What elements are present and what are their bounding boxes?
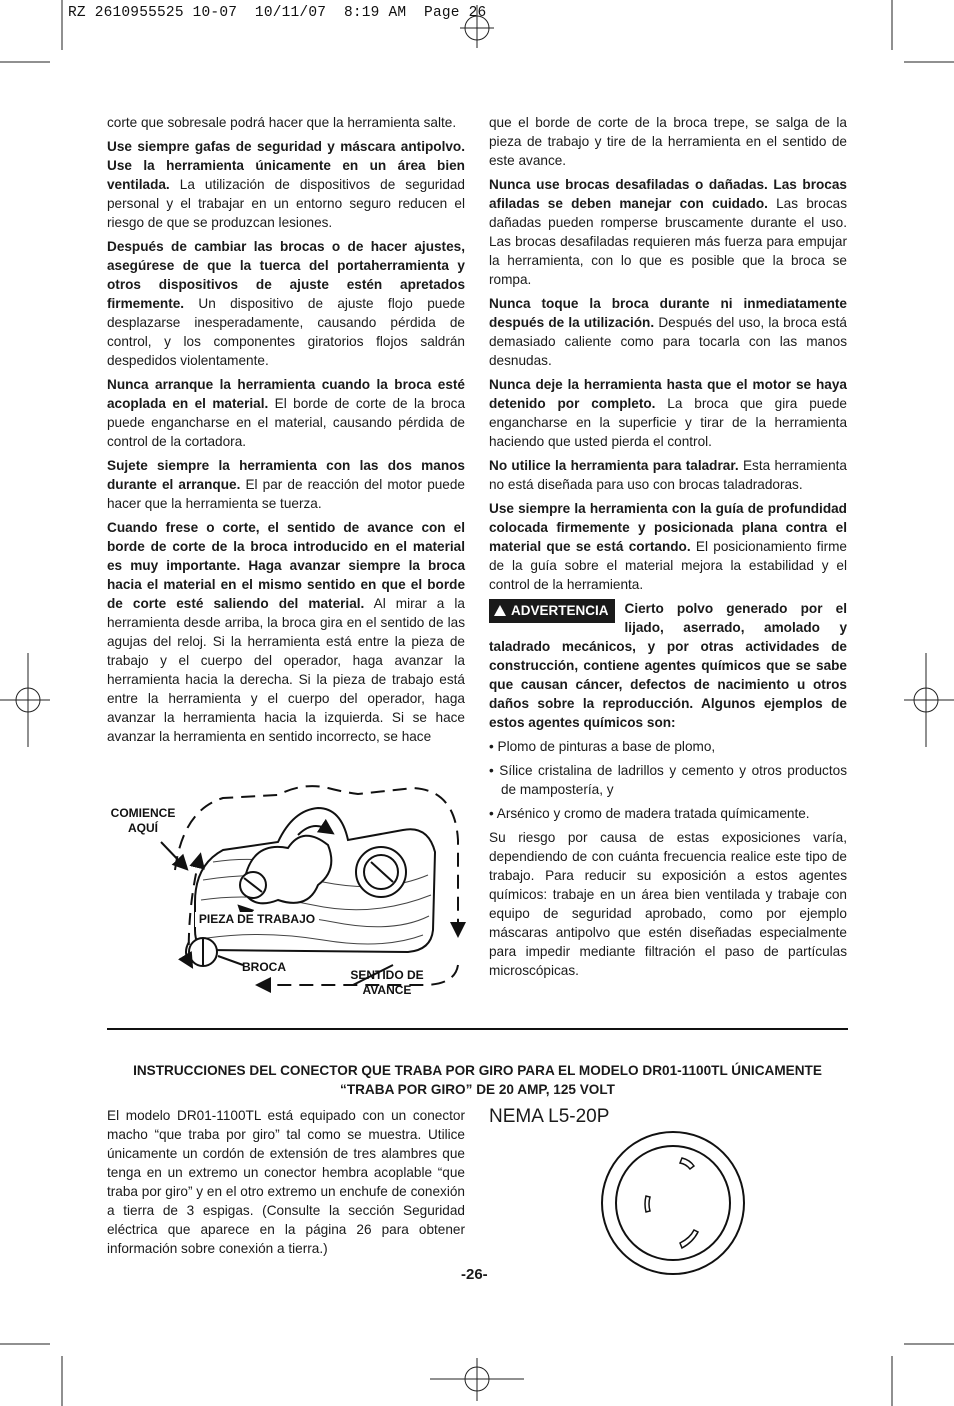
- workpiece-label: PIEZA DE TRABAJO: [195, 912, 319, 927]
- paragraph-text: Esta herramienta no está diseñada para uso con brocas taladradoras.: [489, 458, 847, 492]
- paragraph: [489, 175, 847, 289]
- paragraph-heading: Nunca arranque la herramienta cuando la broca esté acoplada en el material.: [107, 377, 465, 411]
- bit-label: BROCA: [242, 960, 286, 974]
- paragraph: [489, 456, 847, 494]
- connector-description: El modelo DR01-1100TL está equipado con un conector macho “que traba por giro” tal como se muestra. Utilice únicamente un cordón de extensión de tres alambres que tenga en un extremo un conector hembra acoplable “que traba por giro” y en el otro extremo un enchufe de conexión a tierra de 3 espigas. (Consulte la sección Seguridad eléctrica que aparece en la página 26 para obtener información sobre conexión a tierra.): [107, 1108, 465, 1256]
- paragraph: [107, 375, 465, 451]
- paragraph-text: que el borde de corte de la broca trepe, se salga de la pieza de trabajo y tire de la herramienta en el sentido de este avance.: [489, 115, 847, 168]
- paragraph: [489, 375, 847, 451]
- chemical-list: [489, 737, 847, 823]
- paragraph-heading: Nunca toque la broca durante ni inmediatamente después de la utilización.: [489, 296, 847, 330]
- paragraph-heading: Sujete siempre la herramienta con las dos manos durante el arranque.: [107, 458, 465, 492]
- paragraph: [107, 113, 465, 132]
- paragraph-text: Su riesgo por causa de estas exposiciones varía, dependiendo de con cuánta frecuencia realice este tipo de trabajo. Para reducir su exposición a estos agentes químicos: trabaje en un área bien ventilada y trabaje con equipo de seguridad aprobado, como por ejemplo máscaras antipolvo que estén diseñadas especialmente para impedir mediante filtración el paso de partículas microscópicas.: [489, 830, 847, 978]
- paragraph-text: Al mirar a la herramienta desde arriba, la broca gira en el sentido de las agujas del reloj. Si la herramienta está entre la pieza de trabajo y el cuerpo del operador, haga avanzar la herramienta hacia la derecha. Si la pieza de trabajo está entre la herramienta y el cuerpo del operador, haga avanzar la herramienta hacia la izquierda. Si se hace avanzar la herramienta en sentido incorrecto, se hace: [107, 596, 465, 744]
- connector-title-line: INSTRUCCIONES DEL CONECTOR QUE TRABA POR GIRO PARA EL MODELO DR01-1100TL ÚNICAMENTE: [133, 1063, 822, 1078]
- connector-section-title: [107, 1061, 848, 1099]
- list-item: • Sílice cristalina de ladrillos y cemento y otros productos de mampostería, y: [489, 763, 847, 797]
- paragraph-heading: No utilice la herramienta para taladrar.: [489, 458, 739, 473]
- warning-block: [489, 599, 847, 732]
- paragraph: [489, 828, 847, 980]
- paragraph-text: Las brocas dañadas pueden romperse bruscamente durante el uso. Las brocas desafiladas requieren más fuerza para empujar la herramienta, con lo que es posible que la broca se rompa.: [489, 196, 847, 287]
- paragraph: [107, 237, 465, 370]
- paragraph: [107, 456, 465, 513]
- paragraph-heading: Nunca deje la herramienta hasta que el motor se haya detenido por completo.: [489, 377, 847, 411]
- connector-subtitle-line: “TRABA POR GIRO” DE 20 AMP, 125 VOLT: [340, 1082, 615, 1097]
- paragraph-text: Un dispositivo de ajuste flojo puede desplazarse inesperadamente, causando pérdida de control, y los componentes giratorios flojos saldrán despedidos violentamente.: [107, 296, 465, 368]
- paragraph-text: La broca que gira puede engancharse en la superficie y tirar de la herramienta haciendo que usted pierda el control.: [489, 396, 847, 449]
- nema-label: NEMA L5-20P: [489, 1106, 610, 1127]
- paragraph-heading: Use siempre la herramienta con la guía de profundidad colocada firmemente y posicionada plana contra el material que se está cortando.: [489, 501, 847, 554]
- start-label: COMIENCE AQUÍ: [110, 806, 176, 835]
- paragraph-text: La utilización de dispositivos de seguridad personal y el trabajar en un entorno seguro reducen el riesgo de que se produzcan lesiones.: [107, 177, 465, 230]
- paragraph: [489, 113, 847, 170]
- warning-text: Cierto polvo generado por el lijado, aserrado, amolado y taladrado mecánicos, y por otras actividades de construcción, contiene agentes químicos que se sabe que causan cáncer, defectos de nacimiento u otros daños sobre la reproducción. Algunos ejemplos de estos agentes químicos son:: [489, 601, 847, 730]
- right-column: [489, 113, 847, 985]
- warning-badge-label: ADVERTENCIA: [511, 603, 609, 618]
- paragraph: [489, 499, 847, 594]
- twist-lock-plug-icon: [598, 1130, 748, 1276]
- section-divider: [107, 1028, 848, 1030]
- feed-direction-label: SENTIDO DE AVANCE: [350, 968, 424, 997]
- paragraph-heading: Use siempre gafas de seguridad y máscara antipolvo. Use la herramienta únicamente en un área bien ventilada.: [107, 139, 465, 192]
- paragraph-text: El posicionamiento firme de la guía sobre el material mejora la estabilidad y el control de la herramienta.: [489, 539, 847, 592]
- paragraph-text: El borde de corte de la broca puede engancharse en el material, causando pérdida de control de la cortadora.: [107, 396, 466, 449]
- paragraph: [107, 137, 465, 232]
- paragraph-heading: Nunca use brocas desafiladas o dañadas. Las brocas afiladas se deben manejar con cuidado.: [489, 177, 847, 211]
- left-column: [107, 113, 465, 751]
- warning-triangle-icon: [494, 605, 506, 616]
- list-item: • Arsénico y cromo de madera tratada químicamente.: [489, 806, 810, 821]
- printer-slug: RZ 2610955525 10-07 10/11/07 8:19 AM Page 26: [68, 5, 487, 21]
- paragraph-text: El par de reacción del motor puede hacer que la herramienta se tuerza.: [107, 477, 465, 511]
- paragraph-heading: Cuando frese o corte, el sentido de avance con el borde de corte de la broca introducido en el material es muy importante. Haga avanzar siempre la broca hacia el material en el mismo sentido en que el borde de corte esté saliendo del material.: [107, 520, 465, 611]
- list-item: • Plomo de pinturas a base de plomo,: [489, 739, 716, 754]
- paragraph-text: corte que sobresale podrá hacer que la herramienta salte.: [107, 115, 457, 130]
- paragraph: [107, 518, 465, 746]
- paragraph-text: Después del uso, la broca está demasiado caliente como para tocarla con las manos desnudas.: [489, 315, 847, 368]
- paragraph-heading: Después de cambiar las brocas o de hacer ajustes, asegúrese de que la tuerca del portaherramienta y otros dispositivos de ajuste estén apretados firmemente.: [107, 239, 465, 311]
- warning-badge: [489, 599, 615, 623]
- page-number: -26-: [461, 1266, 488, 1283]
- feed-direction-figure: [103, 770, 468, 1010]
- paragraph: [489, 294, 847, 370]
